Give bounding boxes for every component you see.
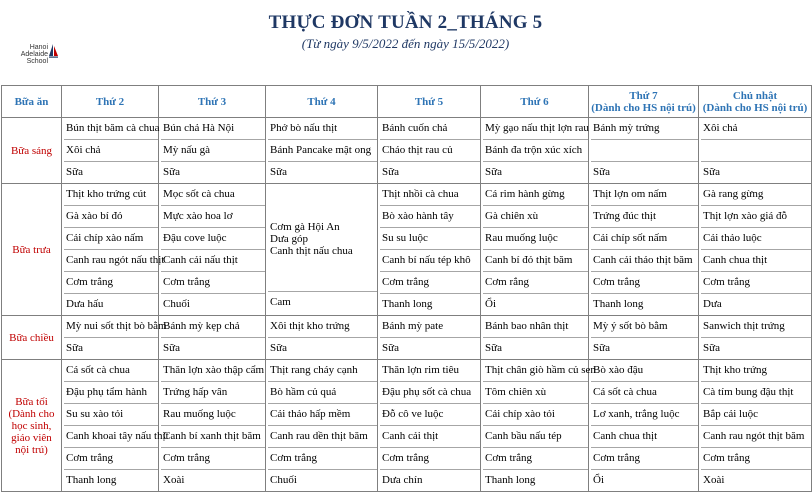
dish: Rau muống luộc: [161, 404, 265, 426]
dish: Thịt lợn om nấm: [591, 184, 698, 206]
meal-label-lunch: Bữa trưa: [2, 184, 62, 316]
dish: Xoài: [163, 474, 185, 486]
header-thu-7: Thứ 7 (Dành cho HS nội trú): [589, 86, 699, 118]
meal-label-breakfast: Bữa sáng: [2, 118, 62, 184]
dish: Canh khoai tây nấu thịt: [64, 426, 158, 448]
dish: Thanh long: [382, 298, 433, 310]
dish: Bánh bao nhân thịt: [483, 316, 588, 338]
header-thu-2: Thứ 2: [62, 86, 159, 118]
logo-line-1: Hanoi: [29, 44, 48, 51]
dish: Canh bí đỏ thịt băm: [483, 250, 588, 272]
dish: Cải chíp sốt nấm: [591, 228, 698, 250]
dish: Cơm trắng: [64, 448, 158, 470]
dish: Bò xào đậu: [591, 360, 698, 382]
dish: Cải thảo luộc: [701, 228, 811, 250]
dish: Sữa: [382, 342, 399, 354]
dish: Bánh mỳ trứng: [591, 118, 698, 140]
lunch-thu-7: [589, 184, 699, 316]
breakfast-thu-3: [159, 118, 266, 184]
dish: Cơm rắng: [483, 272, 588, 294]
dish: Cải thảo hấp mềm: [268, 404, 377, 426]
dish: Đậu cove luộc: [161, 228, 265, 250]
meal-label-dinner-note: (Dành cho học sinh, giáo viên nội trú): [8, 407, 55, 456]
dish: Thăn lợn xào thập cẩm: [161, 360, 265, 382]
dinner-chu-nhat: [699, 360, 812, 492]
afternoon-row: [2, 316, 812, 360]
dish: Bánh Pancake mật ong: [268, 140, 377, 162]
dish: Bánh đa trộn xúc xích: [483, 140, 588, 162]
logo-line-3: School: [26, 58, 48, 65]
lunch-thu-3: [159, 184, 266, 316]
dish: Cá sốt cà chua: [591, 382, 698, 404]
dish: Thịt chân giò hầm củ sen: [483, 360, 588, 382]
dish: Xôi chả: [64, 140, 158, 162]
breakfast-thu-2: [62, 118, 159, 184]
header-thu-4: Thứ 4: [266, 86, 378, 118]
dish: Cơm trắng: [701, 272, 811, 294]
lunch-thu-4-combo: [268, 186, 377, 292]
logo-line-2: Adelaide: [20, 51, 48, 58]
dish: Thăn lợn rim tiêu: [380, 360, 480, 382]
dinner-thu-5: [378, 360, 481, 492]
dish: Dưa góp: [270, 232, 309, 245]
meal-label-dinner-title: Bữa tối: [15, 395, 48, 408]
dish: Mỳ gạo nấu thịt lợn rau: [483, 118, 588, 140]
dish: Sữa: [593, 342, 610, 354]
dish: Tôm chiên xù: [483, 382, 588, 404]
dish: Chuối: [270, 474, 297, 486]
lunch-thu-5: [378, 184, 481, 316]
dish: Bò xào hành tây: [380, 206, 480, 228]
sail-logo-icon: [49, 44, 58, 58]
lunch-chu-nhat: [699, 184, 812, 316]
dish: Sanwich thịt trứng: [701, 316, 811, 338]
dish: Thanh long: [66, 474, 117, 486]
dish: Sữa: [270, 166, 287, 178]
dish: Canh bầu nấu tép: [483, 426, 588, 448]
dish: Cá sốt cà chua: [64, 360, 158, 382]
meal-label-afternoon: Bữa chiều: [2, 316, 62, 360]
afternoon-thu-5: [378, 316, 481, 360]
dinner-thu-2: [62, 360, 169, 492]
dish: Dưa: [703, 298, 722, 310]
dish: Canh rau dền thịt băm: [268, 426, 377, 448]
dinner-thu-3: [159, 360, 266, 492]
dish: [591, 140, 698, 162]
header-thu-5: Thứ 5: [378, 86, 481, 118]
afternoon-thu-3: [159, 316, 266, 360]
dish: Canh thịt nấu chua: [270, 244, 353, 257]
dish: Thịt kho trứng: [701, 360, 811, 382]
dish: Cơm trắng: [64, 272, 158, 294]
dish: Dưa hấu: [66, 298, 104, 310]
dish: Thanh long: [485, 474, 536, 486]
dish: Sữa: [270, 342, 287, 354]
dish: Bắp cải luộc: [701, 404, 811, 426]
breakfast-thu-6: [481, 118, 589, 184]
dish: Sữa: [703, 166, 720, 178]
dinner-thu-6: [481, 360, 596, 492]
header-meal: Bữa ăn: [2, 86, 62, 118]
dish: Bánh mỳ kẹp chả: [161, 316, 265, 338]
dish: Chuối: [163, 298, 190, 310]
afternoon-thu-4: [266, 316, 378, 360]
dish: Cơm trắng: [591, 272, 698, 294]
dish: Sữa: [163, 166, 180, 178]
weekly-menu-table: [1, 85, 812, 492]
breakfast-row: [2, 118, 812, 184]
dish: Ổi: [593, 474, 604, 486]
dinner-row: [2, 360, 812, 492]
dish: Sữa: [66, 166, 83, 178]
dish: Sữa: [485, 166, 502, 178]
dinner-thu-4: [266, 360, 378, 492]
dish: Trứng đúc thịt: [591, 206, 698, 228]
dish: Cơm trắng: [268, 448, 377, 470]
dish: Cải chíp xào nấm: [64, 228, 158, 250]
header-row: [2, 86, 812, 118]
school-logo: [14, 44, 60, 72]
date-range-subtitle: (Từ ngày 9/5/2022 đến ngày 15/5/2022): [301, 36, 510, 51]
dish: Gà xào bí đỏ: [64, 206, 158, 228]
dish: Rau muống luộc: [483, 228, 588, 250]
dish: Canh chua thịt: [701, 250, 811, 272]
dish: Su su xào tỏi: [64, 404, 158, 426]
dish: Đậu phụ tẩm hành: [64, 382, 158, 404]
dish: Gà chiên xù: [483, 206, 588, 228]
dish: [701, 140, 811, 162]
dish: Thịt lợn xào giá đỗ: [701, 206, 811, 228]
afternoon-thu-7: [589, 316, 699, 360]
dish: Xôi chả: [701, 118, 811, 140]
dish: Đậu phụ sốt cà chua: [380, 382, 480, 404]
dish: Sữa: [703, 342, 720, 354]
lunch-thu-4: [266, 184, 378, 316]
dish: Canh chua thịt: [591, 426, 698, 448]
dish: Cơm trắng: [161, 448, 265, 470]
dish: Mọc sốt cà chua: [161, 184, 265, 206]
lunch-thu-2: [62, 184, 165, 316]
dish: Cơm trắng: [701, 448, 811, 470]
dish: Bánh mỳ pate: [380, 316, 480, 338]
dish: Cơm trắng: [380, 448, 480, 470]
dish: Mực xào hoa lơ: [161, 206, 265, 228]
dish: Sữa: [593, 166, 610, 178]
dish: Trứng hấp vân: [161, 382, 265, 404]
afternoon-thu-6: [481, 316, 589, 360]
header-chu-nhat: Chủ nhật (Dành cho HS nội trú): [699, 86, 812, 118]
dish: Cải chíp xào tỏi: [483, 404, 588, 426]
dish: Thanh long: [593, 298, 644, 310]
dish: Sữa: [66, 342, 83, 354]
afternoon-thu-2: [62, 316, 167, 360]
dish: Canh cải thảo thịt băm: [591, 250, 698, 272]
dish: Cam: [270, 296, 291, 308]
dish: Canh cải nấu thịt: [161, 250, 265, 272]
page-title: THỰC ĐƠN TUẦN 2_THÁNG 5: [268, 12, 543, 33]
dish: Cơm gà Hội An: [270, 220, 340, 233]
dish: Sữa: [163, 342, 180, 354]
dish: Đỗ cô ve luộc: [380, 404, 480, 426]
dish: Su su luộc: [380, 228, 480, 250]
dish: Canh cải thịt: [380, 426, 480, 448]
dinner-thu-7: [589, 360, 699, 492]
dish: Thịt kho trứng cút: [64, 184, 158, 206]
dish: Sữa: [485, 342, 502, 354]
dish: Mỳ nui sốt thịt bò bằm: [64, 316, 158, 338]
dish: Cơm trắng: [483, 448, 588, 470]
dish: Ổi: [485, 298, 496, 310]
dish: Cá rim hành gừng: [483, 184, 588, 206]
dish: Cà tím bung đậu thịt: [701, 382, 811, 404]
dish: Bánh cuốn chả: [380, 118, 480, 140]
dish: Sữa: [382, 166, 399, 178]
dish: Phở bò nấu thịt: [268, 118, 377, 140]
dish: Bò hầm củ quả: [268, 382, 377, 404]
dish: Gà rang gừng: [701, 184, 811, 206]
dish: Canh bí xanh thịt băm: [161, 426, 265, 448]
meal-label-dinner: [2, 360, 62, 492]
dish: Mỳ ý sốt bò bằm: [591, 316, 698, 338]
afternoon-chu-nhat: [699, 316, 812, 360]
dish: Lơ xanh, trắng luộc: [591, 404, 698, 426]
dish: Canh rau ngót thịt băm: [701, 426, 811, 448]
dish: Bún chả Hà Nội: [161, 118, 265, 140]
header-thu-3: Thứ 3: [159, 86, 266, 118]
dish: Cơm trắng: [161, 272, 265, 294]
dish: Dưa chín: [382, 474, 423, 486]
breakfast-thu-7: [589, 118, 699, 184]
dish: Cháo thịt rau củ: [380, 140, 480, 162]
dish: Canh rau ngót nấu thịt: [64, 250, 158, 272]
breakfast-thu-5: [378, 118, 481, 184]
dish: Cơm trắng: [591, 448, 698, 470]
breakfast-chu-nhat: [699, 118, 812, 184]
dish: Mỳ nấu gà: [161, 140, 265, 162]
lunch-row: [2, 184, 812, 316]
lunch-thu-6: [481, 184, 589, 316]
dish: Thịt nhồi cà chua: [380, 184, 480, 206]
header-thu-6: Thứ 6: [481, 86, 589, 118]
dish: Xoài: [703, 474, 725, 486]
dish: Bún thịt băm cà chua: [64, 118, 158, 140]
dish: Cơm trắng: [380, 272, 480, 294]
dish: Xôi thịt kho trứng: [268, 316, 377, 338]
breakfast-thu-4: [266, 118, 378, 184]
dish: Thịt rang cháy cạnh: [268, 360, 377, 382]
dish: Canh bí nấu tép khô: [380, 250, 480, 272]
